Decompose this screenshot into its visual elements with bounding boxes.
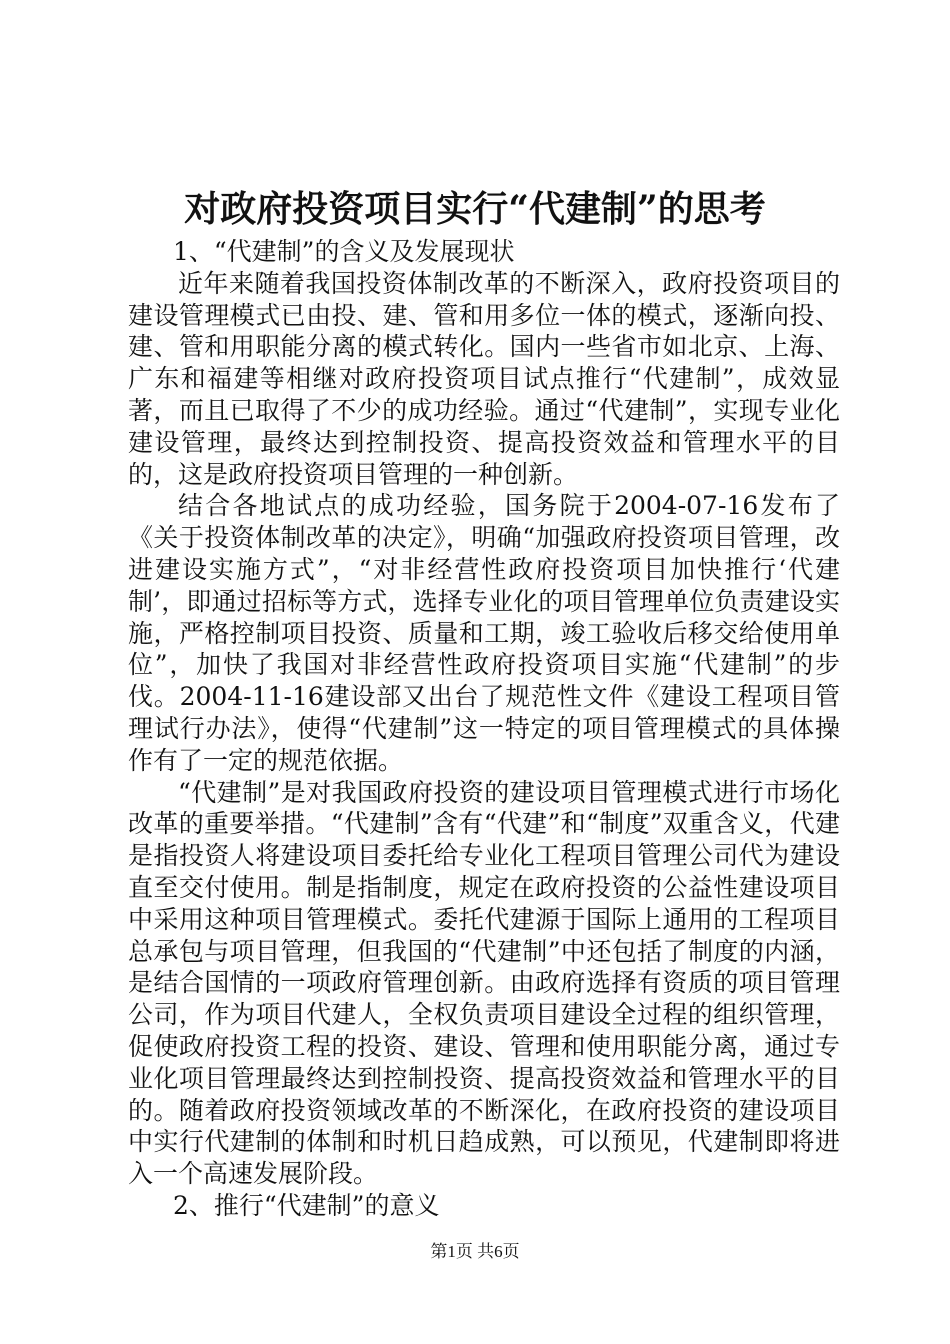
body-paragraph: 结合各地试点的成功经验，国务院于2004-07-16发布了《关于投资体制改革的决定》，明确“加强政府投资项目管理，改进建设实施方式”，“对非经营性政府投资项目加快推行‘代建制’，即通过招标等方式，选择专业化的项目管理单位负责建设实施，严格控制项目投资、质量和工期，竣工验收后移交给使用单位”，加快了我国对非经营性政府投资项目实施“代建制”的步伐。2004-11-16建设部又出台了规范性文件《建设工程项目管理试行办法》，使得“代建制”这一特定的项目管理模式的具体操作有了一定的规范依据。 [128,491,840,775]
body-paragraph: “代建制”是对我国政府投资的建设项目管理模式进行市场化改革的重要举措。“代建制”含有“代建”和“制度”双重含义，代建是指投资人将建设项目委托给专业化工程项目管理公司代为建设直至交付使用。制是指制度，规定在政府投资的公益性建设项目中采用这种项目管理模式。委托代建源于国际上通用的工程项目总承包与项目管理，但我国的“代建制”中还包括了制度的内涵，是结合国情的一项政府管理创新。由政府选择有资质的项目管理公司，作为项目代建人，全权负责项目建设全过程的组织管理，促使政府投资工程的投资、建设、管理和使用职能分离，通过专业化项目管理最终达到控制投资、提高投资效益和管理水平的目的。随着政府投资领域改革的不断深化，在政府投资的建设项目中实行代建制的体制和时机日趋成熟，可以预见，代建制即将进入一个高速发展阶段。 [128,777,840,1189]
page-number-footer: 第1页 共6页 [430,1242,520,1261]
section-heading: 2、推行“代建制”的意义 [173,1190,440,1220]
document-title: 对政府投资项目实行“代建制”的思考 [184,188,766,230]
body-paragraph: 近年来随着我国投资体制改革的不断深入，政府投资项目的建设管理模式已由投、建、管和用多位一体的模式，逐渐向投、建、管和用职能分离的模式转化。国内一些省市如北京、上海、广东和福建等相继对政府投资项目试点推行“代建制”，成效显著，而且已取得了不少的成功经验。通过“代建制”，实现专业化建设管理，最终达到控制投资、提高投资效益和管理水平的目的，这是政府投资项目管理的一种创新。 [128,268,840,489]
document-body [128,236,840,1222]
section-heading: 1、“代建制”的含义及发展现状 [173,237,515,266]
